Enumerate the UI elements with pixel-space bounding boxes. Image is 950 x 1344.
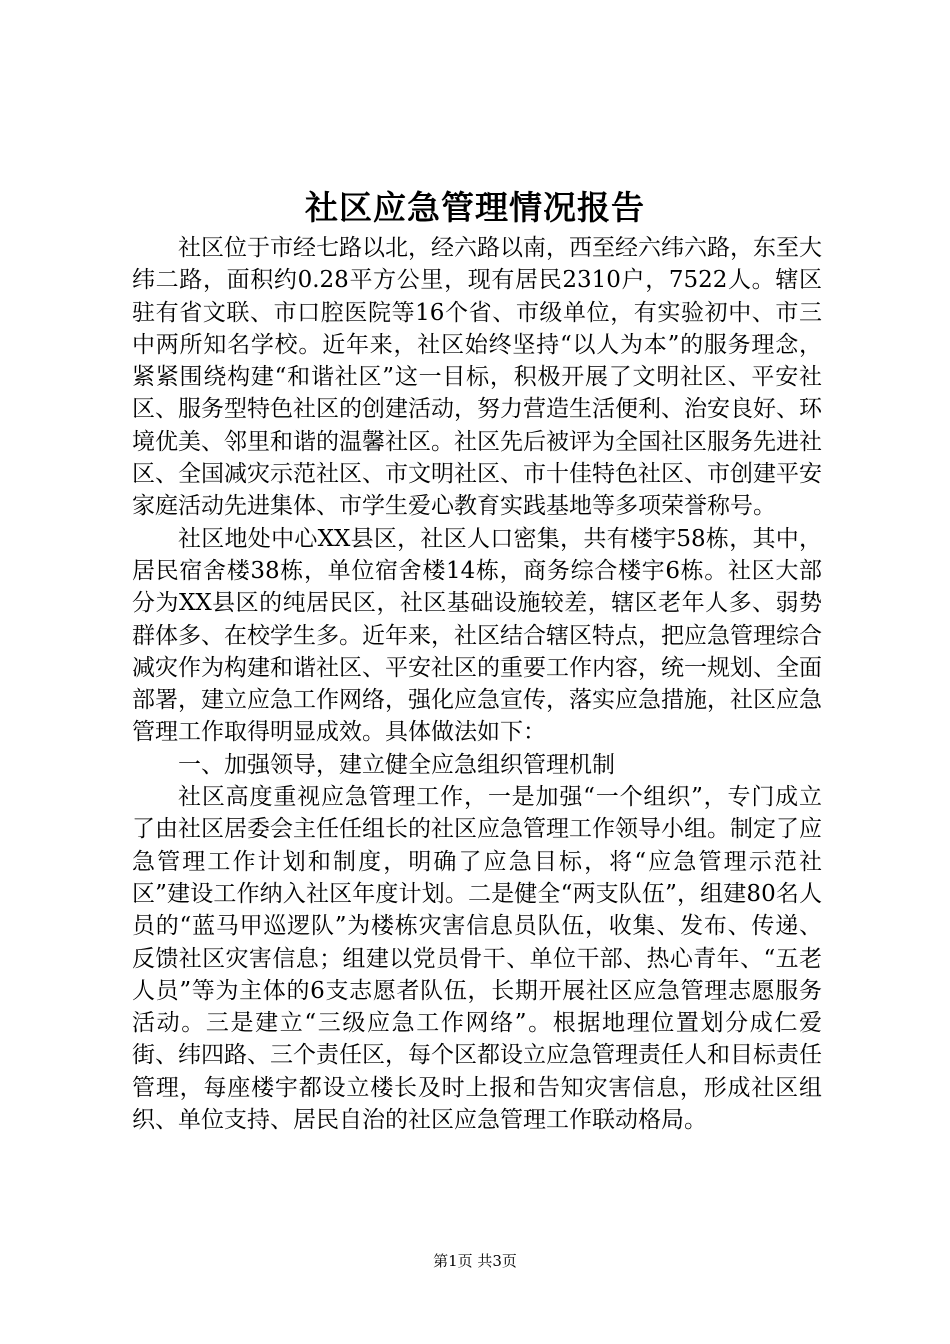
paragraph-intro: 社区位于市经七路以北，经六路以南，西至经六纬六路，东至大纬二路，面积约0.28平方公里，现有居民2310户，7522人。辖区驻有省文联、市口腔医院等16个省、市级单位，有实验初中、市三中两所知名学校。近年来，社区始终坚持“以人为本”的服务理念，紧紧围绕构建“和谐社区”这一目标，积极开展了文明社区、平安社区、服务型特色社区的创建活动，努力营造生活便利、治安良好、环境优美、邻里和谐的温馨社区。社区先后被评为全国社区服务先进社区、全国减灾示范社区、市文明社区、市十佳特色社区、市创建平安家庭活动先进集体、市学生爱心教育实践基地等多项荣誉称号。 [132,235,822,520]
section-heading-1: 一、加强领导，建立健全应急组织管理机制 [178,751,615,778]
document-body [132,232,822,1136]
document-title: 社区应急管理情况报告 [305,188,645,227]
paragraph-situation: 社区地处中心XX县区，社区人口密集，共有楼宇58栋，其中，居民宿舍楼38栋，单位宿舍楼14栋，商务综合楼宇6栋。社区大部分为XX县区的纯居民区，社区基础设施较差，辖区老年人多、弱势群体多、在校学生多。近年来，社区结合辖区特点，把应急管理综合减灾作为构建和谐社区、平安社区的重要工作内容，统一规划、全面部署，建立应急工作网络，强化应急宣传，落实应急措施，社区应急管理工作取得明显成效。具体做法如下： [132,525,822,746]
paragraph-section-1: 社区高度重视应急管理工作，一是加强“一个组织”，专门成立了由社区居委会主任任组长的社区应急管理工作领导小组。制定了应急管理工作计划和制度，明确了应急目标，将“应急管理示范社区”建设工作纳入社区年度计划。二是健全“两支队伍”，组建80名人员的“蓝马甲巡逻队”为楼栋灾害信息员队伍，收集、发布、传递、反馈社区灾害信息；组建以党员骨干、单位干部、热心青年、“五老人员”等为主体的6支志愿者队伍，长期开展社区应急管理志愿服务活动。三是建立“三级应急工作网络”。根据地理位置划分成仁爱街、纬四路、三个责任区，每个区都设立应急管理责任人和目标责任管理，每座楼宇都设立楼长及时上报和告知灾害信息，形成社区组织、单位支持、居民自治的社区应急管理工作联动格局。 [132,784,822,1134]
page-footer: 第1页 共3页 [433,1252,517,1270]
